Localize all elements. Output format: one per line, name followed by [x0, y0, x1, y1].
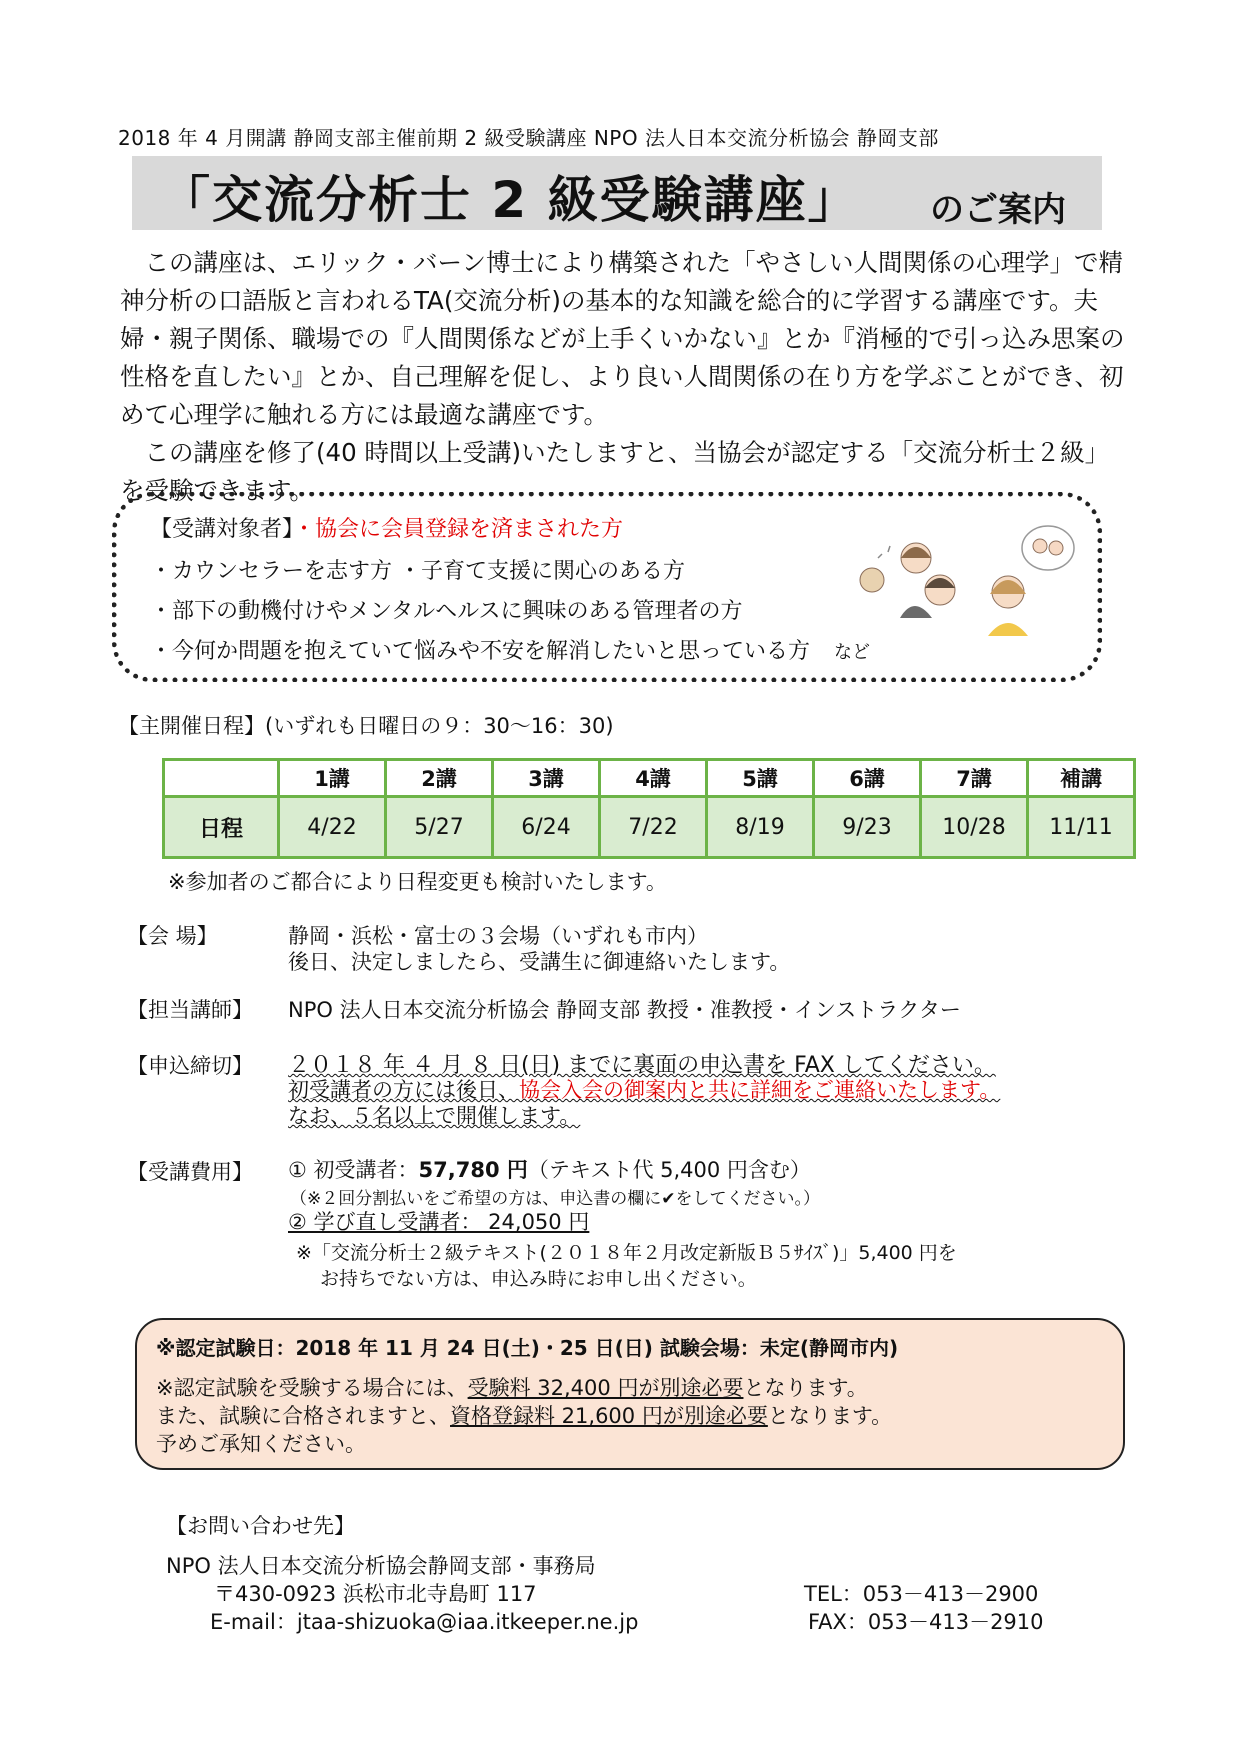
exam-line-1-a: ※認定試験を受験する場合には、: [156, 1376, 468, 1400]
fee-item-1-post: （テキスト代 5,400 円含む）: [527, 1158, 811, 1182]
fee-text-note-1: ※「交流分析士２級テキスト(２０１８年２月改定新版Ｂ５ｻｲｽﾞ)」5,400 円を: [296, 1242, 957, 1264]
schedule-header-cell: 7講: [921, 760, 1028, 797]
contact-fax: FAX：053－413－2910: [808, 1610, 1044, 1634]
schedule-date-cell: 10/28: [921, 797, 1028, 858]
intro-text: [120, 244, 1125, 510]
contact-label: 【お問い合わせ先】: [166, 1514, 355, 1538]
exam-line-2-a: また、試験に合格されますと、: [156, 1404, 450, 1428]
deadline-line-3: なお、５名以上で開催します。: [288, 1104, 581, 1128]
schedule-date-cell: 8/19: [707, 797, 814, 858]
deadline-line-2-a: 初受講者の方には後日、: [288, 1078, 519, 1102]
deadline-line-1: ２０１８ 年 ４ 月 ８ 日(日) までに裏面の申込書を FAX してください。: [288, 1053, 996, 1078]
schedule-date-cell: 7/22: [600, 797, 707, 858]
intro-paragraph-1: この講座は、エリック・バーン博士により構築された「やさしい人間関係の心理学」で精神分析の口語版と言われるTA(交流分析)の基本的な知識を総合的に学習する講座です。夫婦・親子関係、職場での『人間関係などが上手くいかない』とか『消極的で引っ込み思案の性格を直したい』とか、自己理解を促し、より良い人間関係の在り方を学ぶことができ、初めて心理学に触れる方には最適な講座です。: [120, 248, 1125, 429]
exam-line-1-c: となります。: [743, 1376, 868, 1400]
schedule-note: ※参加者のご都合により日程変更も検討いたします。: [168, 870, 667, 894]
venue-label: 【会 場】: [127, 924, 218, 948]
schedule-title: 【主開催日程】(いずれも日曜日の９：30～16：30): [118, 714, 614, 738]
page-title: 「交流分析士 2 級受験講座」: [160, 171, 860, 229]
exam-line-1-b: 受験料 32,400 円が別途必要: [467, 1376, 744, 1400]
exam-line-2-b: 資格登録料 21,600 円が別途必要: [450, 1404, 768, 1428]
schedule-header-cell: 6講: [814, 760, 921, 797]
venue-line-1: 静岡・浜松・富士の３会場（いずれも市内）: [288, 924, 708, 948]
instructor-label: 【担当講師】: [127, 998, 253, 1022]
contact-tel: TEL：053－413－2900: [804, 1582, 1039, 1606]
schedule-date-cell: 11/11: [1028, 797, 1135, 858]
people-illustration: [858, 518, 1076, 638]
target-highlight: ・協会に会員登録を済まされた方: [293, 517, 624, 542]
contact-address: 〒430-0923 浜松市北寺島町 117: [214, 1582, 537, 1606]
target-label: 【受講対象者】: [150, 517, 294, 542]
exam-line-2: [156, 1400, 892, 1430]
intro-paragraph-2: この講座を修了(40 時間以上受講)いたしますと、当協会が認定する「交流分析士２級」を受験できます。: [120, 438, 1110, 505]
schedule-header-cell: 4講: [600, 760, 707, 797]
header-line: 2018 年 4 月開講 静岡支部主催前期 2 級受験講座 NPO 法人日本交流分析協会 静岡支部: [118, 126, 939, 150]
schedule-header-cell: 2講: [386, 760, 493, 797]
fee-item-1-amount: 57,780 円: [418, 1158, 528, 1182]
fee-label: 【受講費用】: [127, 1160, 253, 1184]
schedule-header-cell: 3講: [493, 760, 600, 797]
exam-title: ※認定試験日：2018 年 11 月 24 日(土)・25 日(日) 試験会場：未定(静岡市内): [156, 1336, 899, 1360]
contact-org: NPO 法人日本交流分析協会静岡支部・事務局: [166, 1554, 596, 1578]
schedule-header-row: [164, 760, 1135, 797]
fee-item-2: ② 学び直し受講者： 24,050 円: [288, 1210, 590, 1234]
deadline-line-2-b: 協会入会の御案内と共に詳細をご連絡いたします。: [519, 1078, 1001, 1102]
target-line-1: ・カウンセラーを志す方 ・子育て支援に関心のある方: [150, 559, 685, 584]
exam-line-2-c: となります。: [767, 1404, 893, 1428]
target-line-2: ・部下の動機付けやメンタルヘルスに興味のある管理者の方: [150, 599, 743, 624]
schedule-row-label: 日程: [164, 797, 279, 858]
schedule-date-cell: 4/22: [279, 797, 386, 858]
instructor-text: NPO 法人日本交流分析協会 静岡支部 教授・准教授・インストラクター: [288, 998, 961, 1022]
exam-line-3: 予めご承知ください。: [156, 1432, 366, 1456]
schedule-corner-cell: [164, 760, 279, 797]
exam-line-1: [156, 1372, 868, 1402]
schedule-date-cell: 9/23: [814, 797, 921, 858]
schedule-date-cell: 5/27: [386, 797, 493, 858]
deadline-label: 【申込締切】: [127, 1054, 253, 1078]
target-heading: [150, 512, 623, 543]
schedule-date-cell: 6/24: [493, 797, 600, 858]
contact-email: E-mail：jtaa-shizuoka@iaa.itkeeper.ne.jp: [210, 1610, 639, 1634]
schedule-header-cell: 補講: [1028, 760, 1135, 797]
target-line-3: [150, 634, 870, 665]
venue-line-2: 後日、決定しましたら、受講生に御連絡いたします。: [288, 950, 791, 974]
schedule-date-row: [164, 797, 1135, 858]
fee-text-note-2: お持ちでない方は、申込み時にお申し出ください。: [320, 1268, 757, 1290]
fee-item-1-pre: ① 初受講者：: [288, 1158, 419, 1182]
page-title-suffix: のご案内: [930, 190, 1066, 230]
schedule-table: [162, 758, 1136, 859]
fee-item-1: [288, 1154, 811, 1184]
target-line-3-text: ・今何か問題を抱えていて悩みや不安を解消したいと思っている方: [150, 639, 811, 664]
fee-item-1-note: （※２回分割払いをご希望の方は、申込書の欄に✔をしてください。）: [290, 1189, 820, 1209]
schedule-header-cell: 1講: [279, 760, 386, 797]
schedule-header-cell: 5講: [707, 760, 814, 797]
target-etc: など: [834, 642, 871, 663]
